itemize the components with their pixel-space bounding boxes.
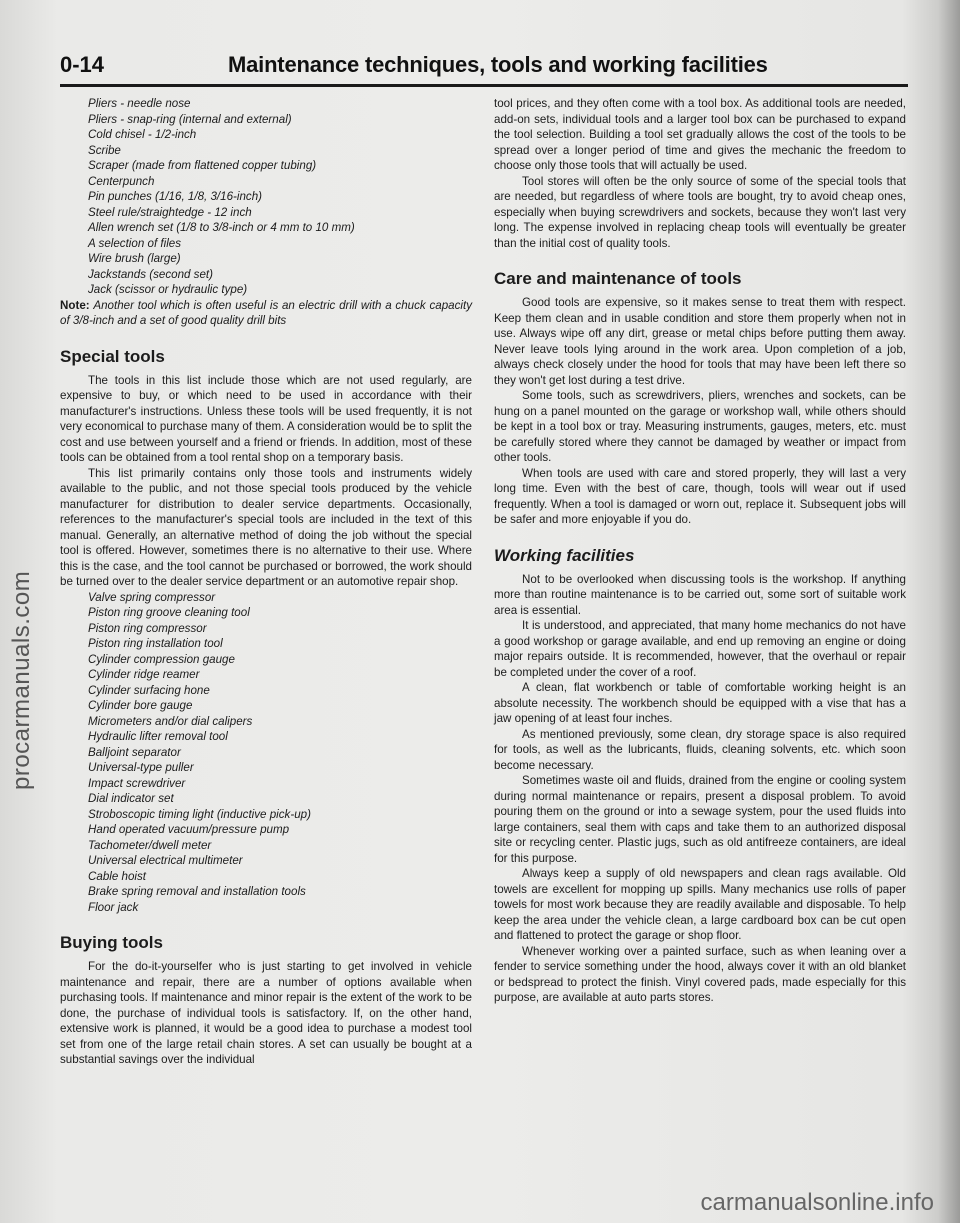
- list-item: Valve spring compressor: [88, 590, 216, 604]
- list-item: A selection of files: [88, 236, 182, 250]
- list-item: Stroboscopic timing light (inductive pick-up): [88, 807, 311, 821]
- list-item: Cylinder compression gauge: [88, 652, 235, 666]
- paragraph: It is understood, and appreciated, that many home mechanics do not have a good workshop or garage available, and end up removing an engine or doing major repairs outside. It is recommended, however, that the overhaul or repair be completed under the cover of a roof.: [494, 619, 906, 679]
- paragraph: This list primarily contains only those tools and instruments widely available to the public, and not those special tools produced by the vehicle manufacturer for distribution to dealer service departments. Occasionally, references to the manufacturer's special tools are included in the text of this manual. Generally, an alternative method of doing the job without the special tool is offered. However, sometimes there is no alternative to their use. Where this is the case, and the tool cannot be purchased or borrowed, the work should be turned over to the dealer service department or an automotive repair shop.: [60, 466, 472, 588]
- drill-note: [60, 298, 472, 329]
- paragraph: Always keep a supply of old newspapers and clean rags available. Old towels are excellent for mopping up spills. Many mechanics use rolls of paper towels for most work because they are readily available and disposable. To help keep the area under the vehicle clean, a large cardboard box can be cut open and flattened to protect the garage or shop floor.: [494, 867, 906, 942]
- paragraph: Whenever working over a painted surface, such as when leaning over a fender to service something under the hood, always cover it with an old blanket or bedspread to protect the finish. Vinyl covered pads, made especially for this purpose, are available at auto parts stores.: [494, 944, 906, 1004]
- list-item: Hand operated vacuum/pressure pump: [88, 823, 290, 836]
- list-item: Brake spring removal and installation tools: [88, 885, 306, 898]
- paragraph: For the do-it-yourselfer who is just starting to get involved in vehicle maintenance and repair, there are a number of options available when purchasing tools. If maintenance and minor repair is the extent of the work to be done, the purchase of individual tools is satisfactory. If, on the other hand, extensive work is planned, it would be a good idea to purchase a modest tool set from one of the large retail chain stores. A set can usually be bought at a substantial savings over the individual: [60, 960, 472, 1066]
- list-item: Cylinder surfacing hone: [88, 683, 210, 697]
- general-tools-list: [60, 96, 472, 298]
- paragraph: As mentioned previously, some clean, dry storage space is also required for tools, as well as the lubricants, fluids, cleaning solvents, etc. which soon become necessary.: [494, 727, 906, 772]
- list-item: Piston ring installation tool: [88, 637, 223, 650]
- bottom-watermark: carmanualsonline.info: [700, 1189, 934, 1216]
- list-item: Impact screwdriver: [88, 776, 186, 790]
- list-item: Steel rule/straightedge - 12 inch: [88, 205, 252, 219]
- care-maintenance-heading: Care and maintenance of tools: [494, 269, 742, 288]
- list-item: Cable hoist: [88, 869, 147, 883]
- paragraph: Sometimes waste oil and fluids, drained from the engine or cooling system during normal maintenance or repairs, present a disposal problem. To avoid pouring them on the ground or into a sewage system, pour the used fluids into large containers, seal them with caps and take them to an authorized disposal site or recycling center. Plastic jugs, such as old antifreeze containers, are ideal for this purpose.: [494, 774, 906, 865]
- paragraph: Some tools, such as screwdrivers, pliers, wrenches and sockets, can be hung on a panel mounted on the garage or workshop wall, while others should be kept in a tool box or tray. Measuring instruments, gauges, meters, etc. must be carefully stored where they cannot be damaged by weather or impact from other tools.: [494, 389, 906, 464]
- note-text: Another tool which is often useful is an electric drill with a chuck capacity of 3/8-inch and a set of good quality drill bits: [60, 298, 472, 327]
- paragraph: When tools are used with care and stored properly, they will last a very long time. Even with the best of care, though, tools will wear out if used frequently. When a tool is damaged or worn out, replace it. Subsequent jobs will be safer and more enjoyable if you do.: [494, 466, 906, 526]
- right-column: [494, 96, 906, 1006]
- list-item: Dial indicator set: [88, 792, 174, 805]
- paragraph: The tools in this list include those which are not used regularly, are expensive to buy, or which need to be used in accordance with their manufacturer's instructions. Unless these tools will be used frequently, it is not very economical to purchase many of them. A consideration would be to split the cost and use between yourself and a friend or friends. In addition, most of these tools can be obtained from a tool rental shop on a temporary basis.: [60, 373, 472, 464]
- list-item: Wire brush (large): [88, 252, 181, 265]
- list-item: Pliers - needle nose: [88, 97, 191, 110]
- list-item: Pliers - snap-ring (internal and external): [88, 112, 292, 126]
- list-item: Scraper (made from flattened copper tubing): [88, 159, 317, 172]
- side-watermark: procarmanuals.com: [8, 570, 35, 790]
- list-item: Floor jack: [88, 900, 139, 914]
- paragraph: Not to be overlooked when discussing tools is the workshop. If anything more than routine maintenance is to be carried out, some sort of suitable work area is essential.: [494, 572, 906, 617]
- working-facilities-heading: Working facilities: [494, 545, 635, 565]
- paragraph: tool prices, and they often come with a tool box. As additional tools are needed, add-on sets, individual tools and a larger tool box can be purchased to expand the tool selection. Building a tool set gradually allows the cost of the tools to be spread over a longer period of time and gives the mechanic the freedom to choose only those tools that will actually be used.: [494, 97, 906, 172]
- list-item: Allen wrench set (1/8 to 3/8-inch or 4 mm to 10 mm): [88, 221, 355, 234]
- list-item: Universal electrical multimeter: [88, 854, 243, 867]
- list-item: Centerpunch: [88, 174, 155, 188]
- buying-tools-heading: Buying tools: [60, 933, 163, 952]
- list-item: Piston ring compressor: [88, 621, 207, 635]
- special-tools-heading: Special tools: [60, 346, 165, 366]
- paragraph: A clean, flat workbench or table of comfortable working height is an absolute necessity. The workbench should be equipped with a vise that has a jaw opening of at least four inches.: [494, 681, 906, 725]
- page-title: Maintenance techniques, tools and working facilities: [228, 52, 768, 77]
- page-header: [60, 52, 908, 88]
- list-item: Jackstands (second set): [88, 267, 214, 281]
- header-rule: [60, 84, 908, 87]
- list-item: Balljoint separator: [88, 745, 181, 759]
- list-item: Hydraulic lifter removal tool: [88, 730, 228, 743]
- list-item: Cylinder bore gauge: [88, 699, 193, 712]
- list-item: Pin punches (1/16, 1/8, 3/16-inch): [88, 190, 263, 203]
- special-tools-list: [60, 590, 472, 916]
- page-number: 0-14: [60, 52, 105, 77]
- paragraph: Good tools are expensive, so it makes sense to treat them with respect. Keep them clean and in usable condition and store them properly when not in use. Always wipe off any dirt, grease or metal chips before putting them away. Never leave tools lying around in the work area. Upon completion of a job, always check closely under the hood for tools that may have been left there so they won't get lost during a test drive.: [494, 296, 906, 387]
- left-column: [60, 96, 472, 1068]
- list-item: Scribe: [88, 143, 121, 157]
- note-label: Note:: [60, 298, 90, 312]
- list-item: Piston ring groove cleaning tool: [88, 606, 250, 619]
- list-item: Cylinder ridge reamer: [88, 668, 200, 681]
- page-edge-shadow: [938, 0, 960, 1223]
- list-item: Jack (scissor or hydraulic type): [88, 283, 248, 296]
- list-item: Cold chisel - 1/2-inch: [88, 128, 197, 141]
- list-item: Universal-type puller: [88, 761, 194, 774]
- paragraph: Tool stores will often be the only source of some of the special tools that are needed, but regardless of where tools are bought, try to avoid cheap ones, especially when buying screwdrivers and sockets, because they won't last very long. The expense involved in replacing cheap tools will eventually be greater than the initial cost of quality tools.: [494, 174, 906, 250]
- list-item: Micrometers and/or dial calipers: [88, 714, 253, 728]
- list-item: Tachometer/dwell meter: [88, 838, 212, 852]
